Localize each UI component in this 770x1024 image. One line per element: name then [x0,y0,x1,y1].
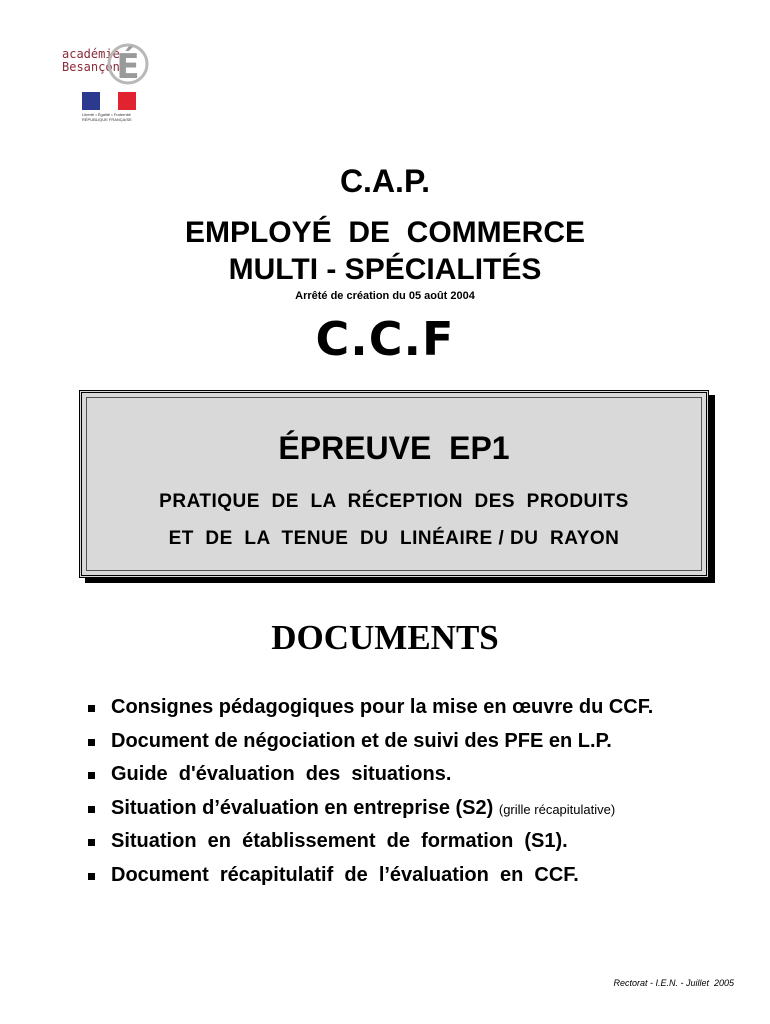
logo-line-besancon: Besançon [62,60,120,74]
list-item-text [111,696,653,719]
bullet-icon [88,705,95,712]
academie-logo [62,30,162,122]
list-item-label: Guide d'évaluation des situations. [111,763,452,785]
arrete-text: Arrêté de création du 05 août 2004 [295,290,475,302]
list-item-note: (grille récapitulative) [498,801,616,817]
list-item [88,797,748,831]
list-item [88,730,748,764]
epreuve-box-inner [86,397,702,571]
bullet-icon [88,772,95,779]
list-item [88,696,748,730]
flag-white-stripe [100,92,118,110]
list-item [88,864,748,898]
french-flag-icon [82,92,136,110]
flag-red-stripe [118,92,136,110]
title-line-1: EMPLOYÉ DE COMMERCE [184,216,586,249]
list-item-label: Document récapitulatif de l’évaluation en CCF. [111,863,579,886]
list-item-label: Situation en établissement de formation (S1). [111,830,568,852]
list-item [88,763,748,797]
flag-motto: Liberté • Égalité • Fraternité [82,112,131,117]
documents-list [88,696,748,897]
flag-blue-stripe [82,92,100,110]
list-item-text [111,864,579,887]
list-item-text [111,730,612,753]
list-item-label: Situation d’évaluation en entreprise (S2) [111,796,494,819]
list-item-label: Document de négociation et de suivi des PFE en L.P. [111,729,612,752]
logo-e-icon [106,34,150,86]
title-line-2: MULTI - SPÉCIALITÉS [228,253,542,286]
list-item-text [111,797,615,820]
footer-text: Rectorat - I.E.N. - Juillet 2005 [613,978,734,988]
ccf-heading: C.C.F [315,312,455,366]
bullet-icon [88,739,95,746]
bullet-icon [88,839,95,846]
list-item-text [111,763,451,786]
logo-letter: É [116,47,140,86]
logo-line-academie: académie [62,47,120,61]
documents-heading: DOCUMENTS [271,618,499,657]
flag-republic: RÉPUBLIQUE FRANÇAISE [82,117,132,122]
list-item [88,830,748,864]
bullet-icon [88,806,95,813]
cap-heading: C.A.P. [339,163,431,199]
epreuve-title: ÉPREUVE EP1 [278,430,510,466]
list-item-label: Consignes pédagogiques pour la mise en œuvre du CCF. [111,696,654,718]
epreuve-subtitle-2: ET DE LA TENUE DU LINÉAIRE / DU RAYON [168,528,620,549]
epreuve-subtitle-1: PRATIQUE DE LA RÉCEPTION DES PRODUITS [159,491,629,512]
bullet-icon [88,873,95,880]
list-item-text [111,830,568,853]
epreuve-box [79,390,709,578]
